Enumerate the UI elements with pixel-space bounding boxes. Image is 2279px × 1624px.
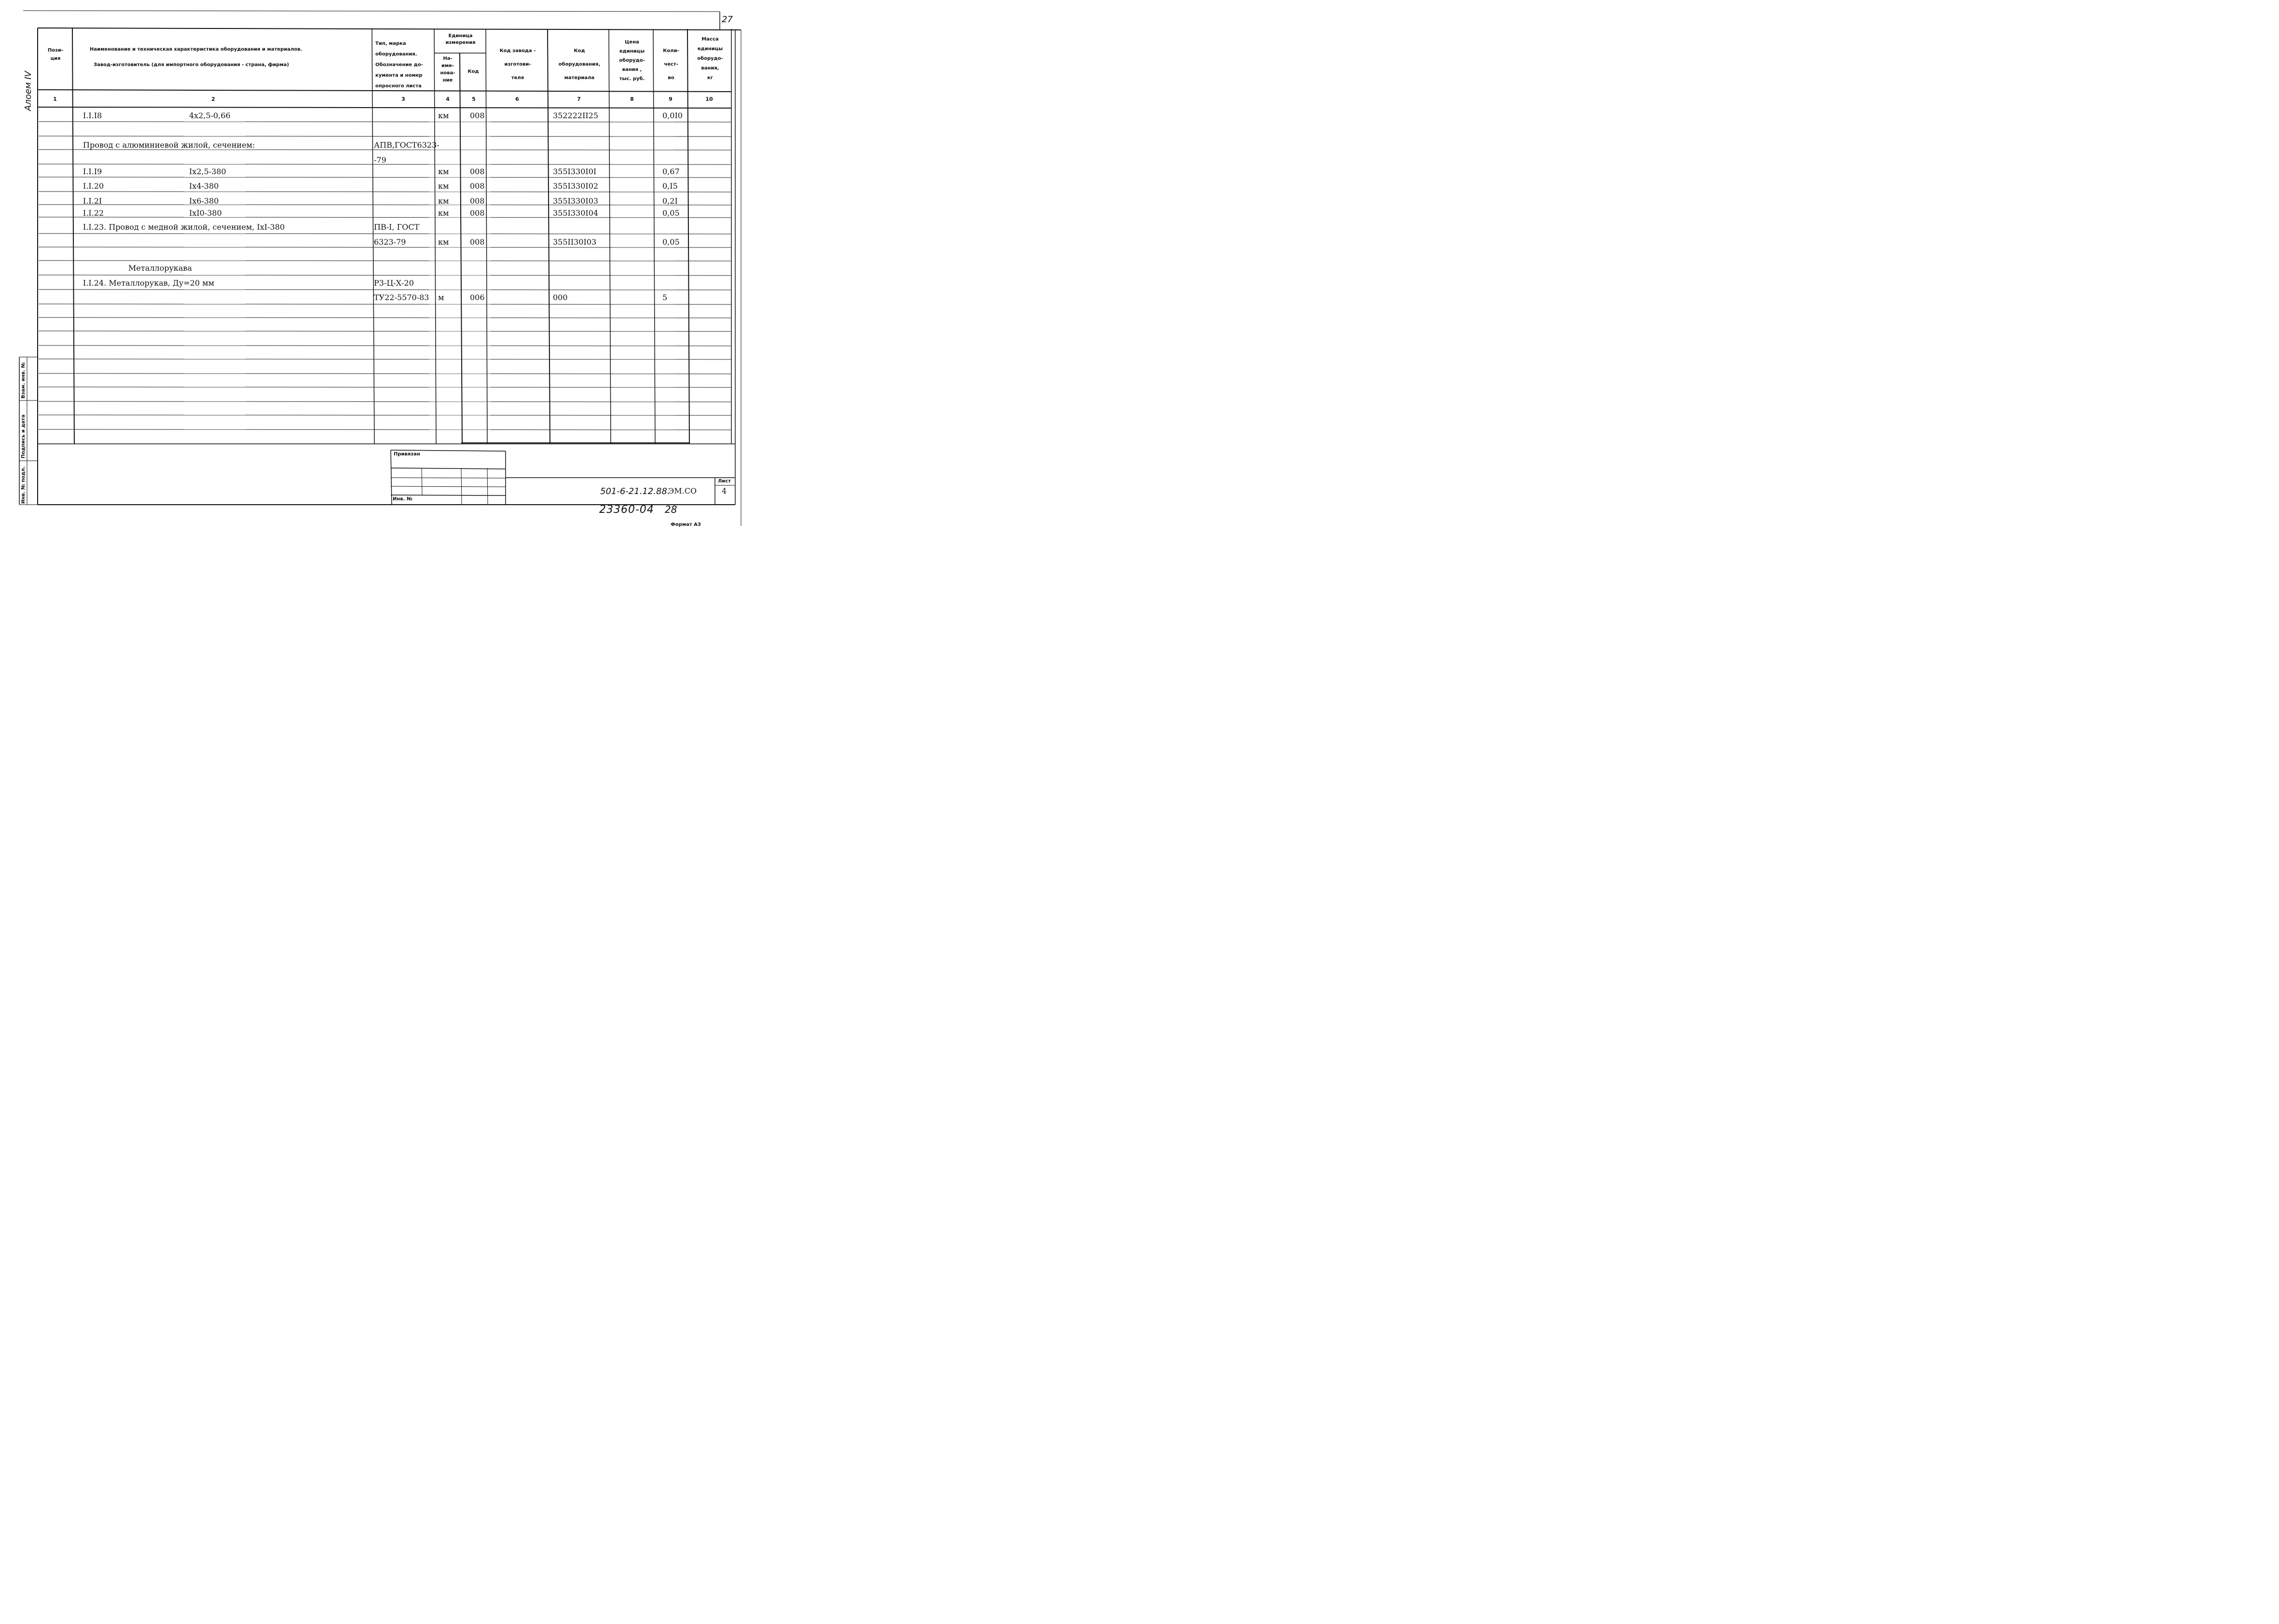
cell-name: Ix4-380 xyxy=(189,181,219,191)
column-number: 2 xyxy=(211,96,215,102)
document-suffix: ЭМ.СО xyxy=(668,486,697,495)
cell-position: I.I.22 xyxy=(83,208,104,218)
row-separator xyxy=(39,217,731,218)
cell-unit-code: 008 xyxy=(470,111,485,120)
side-vzam: Взам. инв. № xyxy=(21,362,26,399)
sheet-label: Лист xyxy=(718,479,731,484)
cell-unit: км xyxy=(438,181,449,191)
cell-doc: -79 xyxy=(374,155,386,165)
column-number: 8 xyxy=(630,96,634,102)
side-podpis: Подпись и дата xyxy=(21,414,26,458)
side-inv-podl: Инв. № подл. xyxy=(21,466,26,504)
cell-unit: км xyxy=(438,237,449,247)
cell-doc: АПВ,ГОСТ6323- xyxy=(374,140,439,150)
cell-unit-code: 008 xyxy=(470,208,485,218)
cell-position: I.I.23. Провод с медной жилой, сечением, IxI-380 xyxy=(83,222,285,232)
header-unit-mass: Масса единицы оборудо- вания, кг xyxy=(697,37,723,81)
column-number: 7 xyxy=(577,96,581,102)
cell-name: Металлорукава xyxy=(128,263,192,273)
cell-position: I.I.I8 xyxy=(83,111,102,120)
header-quantity: Коли- чест- во xyxy=(663,48,679,81)
sheet-number: 4 xyxy=(722,486,727,495)
cell-doc: ПВ-I, ГОСТ xyxy=(374,222,420,232)
bottom-page: 28 xyxy=(665,504,677,515)
cell-quantity: 0,2I xyxy=(662,196,678,206)
cell-unit: м xyxy=(438,293,444,302)
column-number: 9 xyxy=(669,96,673,102)
cell-unit-code: 008 xyxy=(470,181,485,191)
cell-name: Ix2,5-380 xyxy=(189,167,226,176)
row-separator xyxy=(39,247,731,248)
cell-name: IxI0-380 xyxy=(189,208,222,218)
header-manufacturer: Завод-изготовитель (для импортного оборудования - страна, фирма) xyxy=(94,62,289,68)
header-unit-group: Единица измерения xyxy=(445,33,476,45)
row-separator xyxy=(39,317,731,318)
cell-quantity: 5 xyxy=(662,293,668,302)
cell-doc: 6323-79 xyxy=(374,237,406,247)
row-separator xyxy=(39,373,731,374)
cell-unit: км xyxy=(438,167,449,176)
column-number: 5 xyxy=(472,96,476,102)
header-position: Пози- ция xyxy=(47,48,64,61)
column-number: 3 xyxy=(401,96,405,102)
cell-name: Ix6-380 xyxy=(189,196,219,206)
cell-material-code: 355II30I03 xyxy=(553,237,597,247)
row-separator xyxy=(39,429,731,430)
cell-position: I.I.20 xyxy=(83,181,104,191)
row-separator xyxy=(39,136,731,137)
cell-quantity: 0,67 xyxy=(662,167,680,176)
cell-unit-code: 008 xyxy=(470,167,485,176)
cell-unit: км xyxy=(438,196,449,206)
cell-quantity: 0,I5 xyxy=(662,181,678,191)
row-separator xyxy=(39,289,731,290)
cell-unit-code: 006 xyxy=(470,293,485,302)
cell-unit-code: 008 xyxy=(470,196,485,206)
document-code: 501-6-21.12.88. xyxy=(600,486,670,496)
column-number: 1 xyxy=(53,96,57,102)
header-name: Наименование и техническая характеристика оборудования и материалов. xyxy=(90,47,302,52)
header-type-doc: Тип, марка оборудования. Обозначение до- кумента и номер опросного листа xyxy=(375,41,423,89)
cell-quantity: 0,0I0 xyxy=(662,111,683,120)
cell-material-code: 355I330I03 xyxy=(553,196,599,206)
cell-material-code: 355I330I0I xyxy=(553,167,597,176)
cell-unit-code: 008 xyxy=(470,237,485,247)
format-label: Формат А3 xyxy=(671,522,701,527)
cell-position: I.I.2I xyxy=(83,196,102,206)
column-number: 6 xyxy=(515,96,519,102)
header-unit-name: На- име- нова- ние xyxy=(440,56,455,83)
cell-material-code: 355I330I04 xyxy=(553,208,599,218)
header-unit-price: Цена единицы оборудо- вания , тыс. руб. xyxy=(619,40,645,82)
header-unit-code: Код xyxy=(467,69,479,74)
cell-doc: ТУ22-5570-83 xyxy=(374,293,429,302)
cell-quantity: 0,05 xyxy=(662,237,680,247)
cell-position: I.I.I9 xyxy=(83,167,102,176)
column-number: 10 xyxy=(705,96,713,102)
appendix-label: Алоем IV xyxy=(23,71,33,111)
stamp-privyazan: Привязан xyxy=(394,452,420,457)
cell-material-code: 355I330I02 xyxy=(553,181,599,191)
page-number: 27 xyxy=(722,14,733,25)
row-separator xyxy=(39,345,731,346)
cell-doc: Р3-Ц-Х-20 xyxy=(374,278,414,288)
bottom-number: 23360-04 xyxy=(599,504,654,516)
cell-quantity: 0,05 xyxy=(662,208,680,218)
cell-unit: км xyxy=(438,208,449,218)
cell-unit: км xyxy=(438,111,449,120)
cell-position: I.I.24. Металлорукав, Ду=20 мм xyxy=(83,278,215,288)
header-factory-code: Код завода - изготови- теля xyxy=(499,48,536,81)
cell-material-code: 352222II25 xyxy=(553,111,599,120)
cell-name: Провод с алюминиевой жилой, сечением: xyxy=(83,140,255,150)
row-separator xyxy=(39,401,731,402)
cell-material-code: 000 xyxy=(553,293,568,302)
column-number: 4 xyxy=(446,96,450,102)
stamp-inv-no: Инв. № xyxy=(393,496,412,502)
cell-name: 4x2,5-0,66 xyxy=(189,111,231,120)
header-equipment-code: Код оборудования, материала xyxy=(558,48,601,81)
row-separator xyxy=(39,177,731,178)
